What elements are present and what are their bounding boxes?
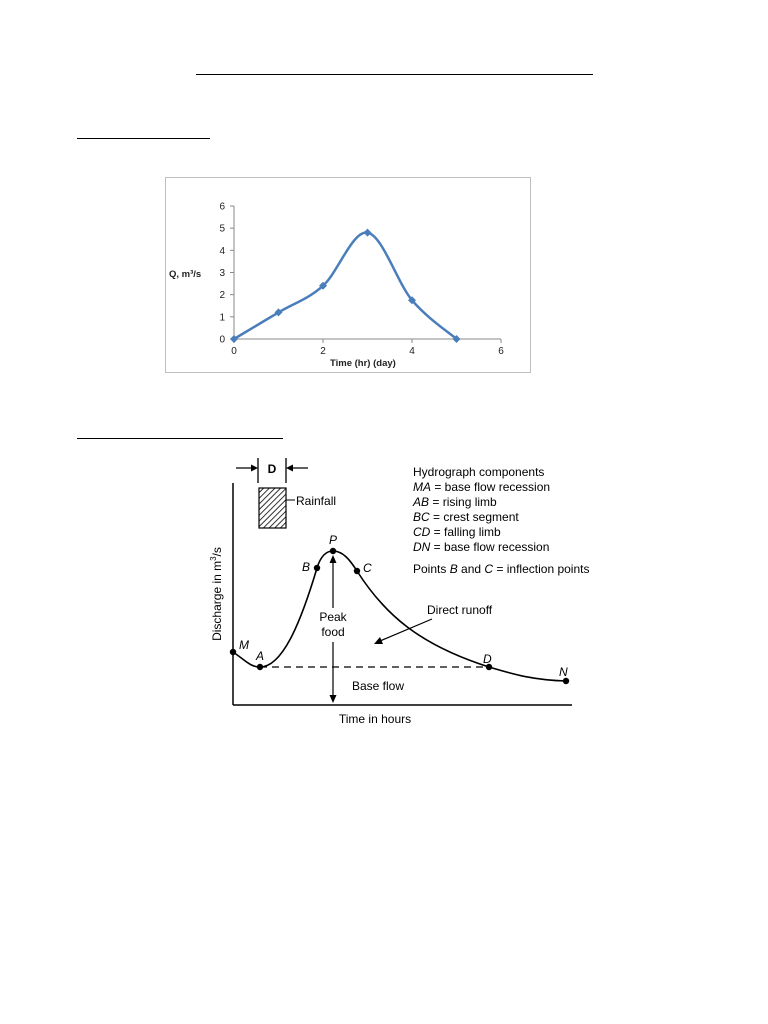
peak-label-line2: food — [321, 625, 345, 639]
hydro-y-label-suffix: /s — [210, 547, 224, 557]
component-desc: = crest segment — [429, 510, 519, 524]
component-entry — [413, 540, 549, 554]
section-heading-rule-1 — [77, 138, 210, 139]
label-b: B — [302, 560, 311, 574]
component-desc: = base flow recession — [430, 540, 550, 554]
section-heading-rule-2 — [77, 438, 283, 439]
y-tick-label: 1 — [219, 312, 225, 324]
x-axis-label: Time (hr) (day) — [330, 358, 396, 369]
component-entry — [413, 480, 550, 494]
x-tick-label: 4 — [409, 346, 415, 357]
label-d: D — [483, 652, 492, 666]
discharge-chart-svg — [166, 178, 532, 374]
component-entry — [413, 525, 501, 539]
hydrograph-diagram — [200, 455, 600, 730]
component-code: CD — [413, 525, 431, 539]
component-desc: = rising limb — [429, 495, 497, 509]
title-rule — [196, 74, 593, 75]
inflection-prefix: Points — [413, 562, 450, 576]
hydro-y-label-exp: 3 — [209, 556, 218, 561]
hydro-y-label — [209, 547, 224, 641]
point-b — [314, 565, 320, 571]
peak-arrow-head-down — [330, 695, 337, 703]
inflection-c: C — [484, 562, 494, 576]
component-code: BC — [413, 510, 430, 524]
point-a — [257, 664, 263, 670]
duration-arrow-left-head — [251, 465, 258, 472]
point-m — [230, 649, 236, 655]
component-desc: = base flow recession — [431, 480, 551, 494]
x-tick-label: 0 — [231, 346, 237, 357]
component-entry — [413, 510, 519, 524]
inflection-note — [413, 562, 589, 576]
component-desc: = falling limb — [430, 525, 501, 539]
inflection-b: B — [449, 562, 458, 576]
y-axis-label: Q, m³/s — [169, 269, 202, 280]
y-tick-label: 2 — [219, 290, 225, 302]
label-p: P — [329, 533, 338, 547]
x-tick-label: 2 — [320, 346, 326, 357]
peak-arrow-head-up — [330, 555, 337, 563]
y-tick-label: 6 — [219, 201, 225, 213]
hydro-y-label-prefix: Discharge in m — [210, 560, 224, 641]
duration-arrow-right-head — [286, 465, 293, 472]
component-code: MA — [413, 480, 431, 494]
y-tick-label: 0 — [219, 334, 225, 346]
duration-label: D — [267, 462, 277, 476]
hydro-x-label: Time in hours — [338, 712, 412, 726]
base-flow-label: Base flow — [352, 679, 405, 693]
rainfall-block — [259, 488, 286, 528]
label-c: C — [363, 561, 372, 575]
inflection-mid: and — [457, 562, 485, 576]
rainfall-label: Rainfall — [296, 494, 337, 508]
peak-label-line1: Peak — [319, 610, 347, 624]
label-n: N — [559, 665, 568, 679]
y-tick-label: 4 — [219, 245, 225, 257]
point-p — [330, 548, 336, 554]
data-point-marker — [364, 229, 372, 237]
components-title: Hydrograph components — [413, 465, 545, 479]
component-entry — [412, 495, 497, 509]
inflection-suffix: = inflection points — [493, 562, 590, 576]
label-m: M — [239, 638, 249, 652]
component-code: DN — [413, 540, 431, 554]
label-a: A — [256, 649, 265, 663]
discharge-chart — [165, 177, 531, 373]
series-line-q — [234, 233, 457, 339]
component-code: AB — [413, 495, 430, 509]
y-tick-label: 3 — [219, 268, 225, 279]
y-tick-label: 5 — [219, 223, 225, 235]
direct-runoff-label: Direct runoff — [427, 603, 493, 617]
x-tick-label: 6 — [498, 346, 504, 357]
point-c — [354, 568, 360, 574]
